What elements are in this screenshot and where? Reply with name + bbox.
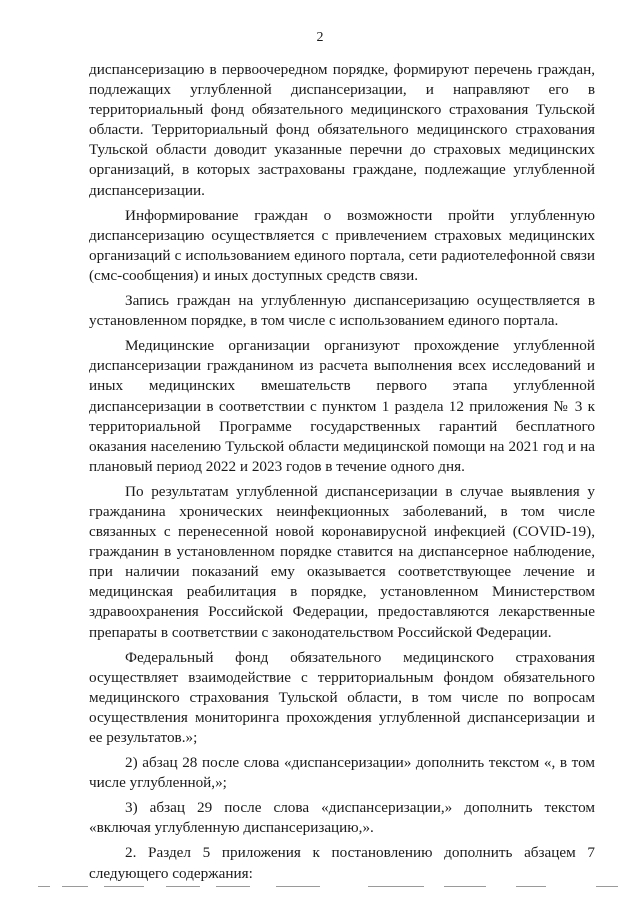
paragraph-item-3: 3) абзац 29 после слова «диспансеризации,» дополнить текстом «включая углубленную диспансеризацию,».	[89, 799, 595, 837]
paragraph-section-5: 2. Раздел 5 приложения к постановлению дополнить абзацем 7 следующего содержания:	[89, 844, 595, 882]
paragraph-results: По результатам углубленной диспансеризации в случае выявления у гражданина хронических неинфекционных заболеваний, в том числе связанных с перенесенной новой коронавирусной инфекцией (COVID-19), гражданин в установленном порядке ставится на диспансерное наблюдение, при наличии показаний ему оказывается соответствующее лечение и медицинская реабилитация в порядке, установленном Министерством здравоохранения Российской Федерации, предоставляются лекарственные препараты в соответствии с законодательством Российской Федерации.	[89, 482, 595, 641]
paragraph-item-2: 2) абзац 28 после слова «диспансеризации» дополнить текстом «, в том числе углубленной,»;	[89, 754, 595, 792]
paragraph-registration: Запись граждан на углубленную диспансеризацию осуществляется в установленном порядке, в том числе с использованием единого портала.	[89, 292, 595, 330]
scan-artifacts	[0, 884, 640, 890]
document-body	[89, 60, 595, 889]
paragraph-informing: Информирование граждан о возможности пройти углубленную диспансеризацию осуществляется с привлечением страховых медицинских организаций с использованием единого портала, сети радиотелефонной связи (смс-сообщения) и иных доступных средств связи.	[89, 206, 595, 284]
page-number: 2	[316, 30, 324, 45]
paragraph-continuation: диспансеризацию в первоочередном порядке, формируют перечень граждан, подлежащих углубленной диспансеризации, и направляют его в территориальный фонд обязательного медицинского страхования Тульской области. Территориальный фонд обязательного медицинского страхования Тульской области доводит указанные перечни до страховых медицинских организаций, в которых застрахованы граждане, подлежащие углубленной диспансеризации.	[89, 61, 595, 199]
paragraph-federal-fund: Федеральный фонд обязательного медицинского страхования осуществляет взаимодействие с территориальным фондом обязательного медицинского страхования Тульской области, в том числе по вопросам осуществления мониторинга прохождения углубленной диспансеризации и ее результатов.»;	[89, 648, 595, 746]
paragraph-medical-organizations: Медицинские организации организуют прохождение углубленной диспансеризации гражданином из расчета выполнения всех исследований и иных медицинских вмешательств первого этапа углубленной диспансеризации в соответствии с пунктом 1 раздела 12 приложения № 3 к территориальной Программе государственных гарантий бесплатного оказания населению Тульской области медицинской помощи на 2021 год и на плановый период 2022 и 2023 годов в течение одного дня.	[89, 337, 595, 475]
